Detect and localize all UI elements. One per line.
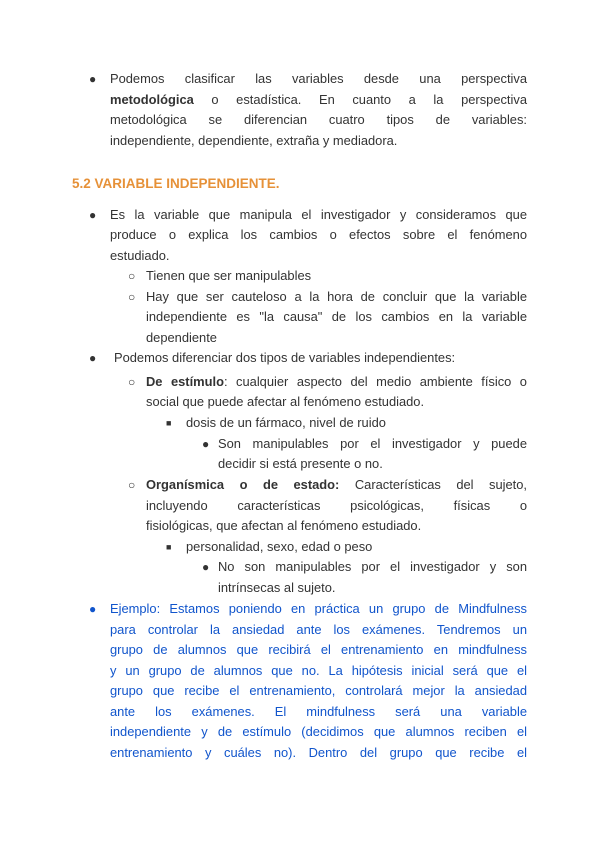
stimulus-note-line-2: decidir si está presente o no. (218, 456, 383, 471)
bullet-circle: ○ (128, 290, 136, 304)
stimulus-line-1 (146, 372, 527, 393)
bullet-circle: ○ (128, 375, 136, 389)
bullet-disc: ● (89, 602, 97, 616)
bullet-disc: ● (202, 437, 210, 451)
organismic-example: personalidad, sexo, edad o peso (186, 539, 373, 554)
organismic-note-line-2: intrínsecas al sujeto. (218, 580, 336, 595)
stimulus-example: dosis de un fármaco, nivel de ruido (186, 415, 386, 430)
example-line-4: y un grupo de alumnos que no. La hipótesis inicial será que el (110, 663, 527, 678)
organismic-note-line-1: No son manipulables por el investigador y son (218, 559, 527, 574)
organismic-line-1-text: Características del sujeto, (339, 477, 527, 492)
section-heading: 5.2 VARIABLE INDEPENDIENTE. (72, 176, 280, 191)
bullet-disc: ● (89, 208, 97, 222)
bullet-disc: ● (89, 72, 97, 86)
intro-line-4: independiente, dependiente, extraña y mediadora. (110, 133, 398, 148)
def-sub-2-line-3: dependiente (146, 330, 217, 345)
example-line-1: Ejemplo: Estamos poniendo en práctica un grupo de Mindfulness (110, 601, 527, 616)
stimulus-line-1-text: : cualquier aspecto del medio ambiente físico o (223, 374, 527, 389)
example-line-6: ante los exámenes. El mindfulness será una variable (110, 704, 527, 719)
bullet-disc: ● (202, 560, 210, 574)
def-line-3: estudiado. (110, 248, 170, 263)
example-line-2: para controlar la ansiedad ante los exámenes. Tendremos un (110, 622, 527, 637)
stimulus-line-2: social que puede afectar al fenómeno estudiado. (146, 394, 425, 409)
intro-line-1: Podemos clasificar las variables desde una perspectiva (110, 71, 527, 86)
example-line-3: grupo de alumnos que recibirá el entrenamiento en mindfulness (110, 642, 527, 657)
organismic-line-1 (146, 475, 527, 496)
organismic-line-2: incluyendo características psicológicas, físicas o (146, 498, 527, 513)
def-line-2: produce o explica los cambios o efectos sobre el fenómeno (110, 227, 527, 242)
types-intro: Podemos diferenciar dos tipos de variables independientes: (114, 350, 456, 365)
def-sub-2-line-2: independiente es "la causa" de los cambios en la variable (146, 309, 527, 324)
intro-line-2 (110, 90, 527, 111)
stimulus-bold-term: De estímulo (146, 374, 224, 389)
bullet-square: ■ (166, 418, 172, 428)
example-line-5: grupo que recibe el entrenamiento, controlará mejor la ansiedad (110, 683, 527, 698)
example-line-7: independiente y de estímulo (decidimos que alumnos reciben el (110, 724, 527, 739)
def-sub-1: Tienen que ser manipulables (146, 268, 312, 283)
organismic-bold-term: Organísmica o de estado: (146, 477, 340, 492)
bullet-square: ■ (166, 542, 172, 552)
def-sub-2-line-1: Hay que ser cauteloso a la hora de concluir que la variable (146, 289, 527, 304)
organismic-line-3: fisiológicas, que afectan al fenómeno estudiado. (146, 518, 422, 533)
stimulus-note-line-1: Son manipulables por el investigador y puede (218, 436, 527, 451)
intro-line-2-text: o estadística. En cuanto a la perspectiva (193, 92, 527, 107)
bullet-circle: ○ (128, 269, 136, 283)
example-line-8: entrenamiento y cuáles no). Dentro del grupo que recibe el (110, 745, 527, 760)
intro-line-3: metodológica se diferencian cuatro tipos de variables: (110, 112, 527, 127)
def-line-1: Es la variable que manipula el investigador y consideramos que (110, 207, 527, 222)
bullet-circle: ○ (128, 478, 136, 492)
bullet-disc: ● (89, 351, 97, 365)
intro-bold-term: metodológica (110, 92, 194, 107)
